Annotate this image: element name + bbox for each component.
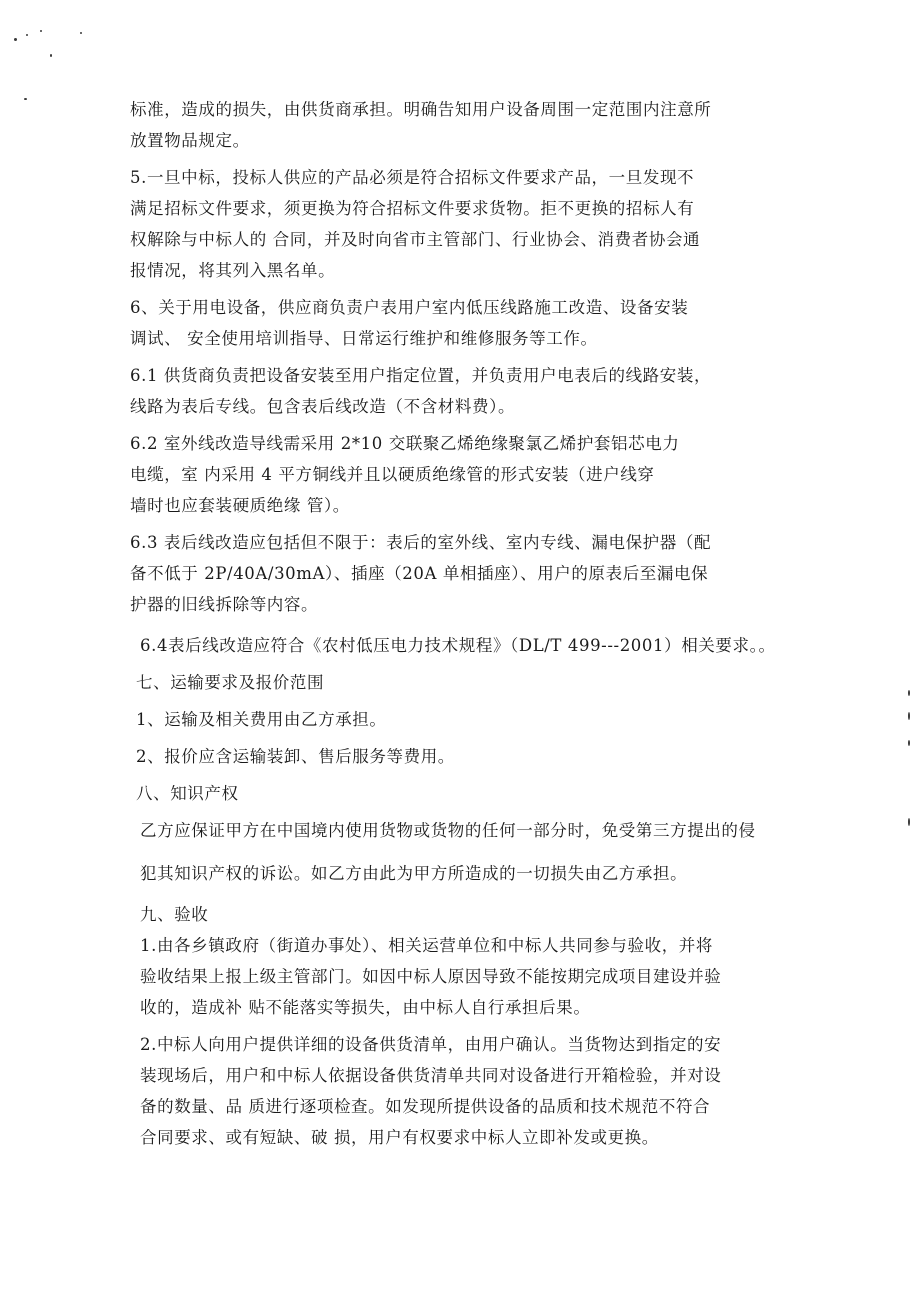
text-line: 乙方应保证甲方在中国境内使用货物或货物的任何一部分时，免受第三方提出的侵 (140, 821, 756, 840)
paragraph-item-7-1 (130, 708, 780, 739)
paragraph-item-6-4 (130, 634, 780, 665)
text-line: 犯其知识产权的诉讼。如乙方由此为甲方所造成的一切损失由乙方承担。 (140, 864, 688, 883)
text-line: 线路为表后专线。包含表后线改造（不含材料费）。 (130, 397, 516, 416)
paragraph-continuation (130, 98, 780, 160)
text-line: 6.2 室外线改造导线需采用 2*10 交联聚乙烯绝缘聚氯乙烯护套铝芯电力 (130, 434, 680, 453)
paragraph-item-6 (130, 296, 780, 358)
scan-speck (14, 38, 17, 41)
scan-speck (908, 818, 910, 826)
scan-speck (908, 712, 910, 720)
text-line: 1、运输及相关费用由乙方承担。 (136, 710, 387, 729)
scan-speck (26, 34, 28, 36)
text-line: 5.一旦中标，投标人供应的产品必须是符合招标文件要求产品，一旦发现不 (130, 168, 695, 187)
scan-speck (24, 98, 27, 100)
scan-speck (80, 32, 82, 34)
text-line: 备的数量、品 质进行逐项检查。如发现所提供设备的品质和技术规范不符合 (140, 1097, 711, 1116)
paragraph-item-9-1 (130, 934, 780, 1027)
text-line: 6、关于用电设备，供应商负责户表用户室内低压线路施工改造、设备安装 (130, 298, 689, 317)
text-line: 护器的旧线拆除等内容。 (130, 595, 319, 614)
section-heading: 七、运输要求及报价范围 (136, 673, 325, 692)
text-line: 调试、 安全使用培训指导、日常运行维护和维修服务等工作。 (130, 329, 598, 348)
scan-speck (50, 54, 52, 57)
scan-speck (40, 30, 42, 32)
section-heading: 九、验收 (140, 905, 209, 924)
paragraph-item-9-2 (130, 1033, 780, 1157)
text-line: 2.中标人向用户提供详细的设备供货清单，由用户确认。当货物达到指定的安 (140, 1035, 722, 1054)
section-heading: 八、知识产权 (136, 784, 239, 803)
section-heading-8 (130, 782, 780, 813)
text-line: 6.3 表后线改造应包括但不限于：表后的室外线、室内专线、漏电保护器（配 (130, 533, 712, 552)
text-line: 备不低于 2P/40A/30mA）、插座（20A 单相插座）、用户的原表后至漏电保 (130, 564, 709, 583)
text-line: 2、报价应含运输装卸、售后服务等费用。 (136, 747, 455, 766)
document-body (130, 98, 780, 1157)
paragraph-item-8 (130, 819, 780, 893)
text-line: 6.4表后线改造应符合《农村低压电力技术规程》（DL/T 499---2001）相关要求。。 (140, 636, 776, 655)
text-line: 满足招标文件要求，须更换为符合招标文件要求货物。拒不更换的招标人有 (130, 199, 695, 218)
section-heading-9 (130, 903, 780, 934)
paragraph-item-6-2 (130, 432, 780, 525)
scan-speck (908, 740, 910, 746)
text-line: 墙时也应套装硬质绝缘 管）。 (130, 496, 350, 515)
paragraph-item-7-2 (130, 745, 780, 776)
paragraph-item-6-1 (130, 364, 780, 426)
section-heading-7 (130, 671, 780, 702)
text-line: 收的，造成补 贴不能落实等损失，由中标人自行承担后果。 (140, 998, 591, 1017)
text-line: 电缆，室 内采用 4 平方铜线并且以硬质绝缘管的形式安装（进户线穿 (130, 465, 655, 484)
text-line: 验收结果上报上级主管部门。如因中标人原因导致不能按期完成项目建设并验 (140, 967, 722, 986)
text-line: 放置物品规定。 (130, 131, 250, 150)
text-line: 6.1 供货商负责把设备安装至用户指定位置，并负责用户电表后的线路安装， (130, 366, 712, 385)
text-line: 合同要求、或有短缺、破 损，用户有权要求中标人立即补发或更换。 (140, 1128, 659, 1147)
text-line: 报情况，将其列入黑名单。 (130, 261, 336, 280)
paragraph-item-5 (130, 166, 780, 290)
text-line: 1.由各乡镇政府（街道办事处）、相关运营单位和中标人共同参与验收，并将 (140, 936, 713, 955)
text-line: 权解除与中标人的 合同，并及时向省市主管部门、行业协会、消费者协会通 (130, 230, 701, 249)
text-line: 标准，造成的损失，由供货商承担。明确告知用户设备周围一定范围内注意所 (130, 100, 712, 119)
paragraph-item-6-3 (130, 531, 780, 624)
scan-speck (908, 690, 910, 696)
text-line: 装现场后，用户和中标人依据设备供货清单共同对设备进行开箱检验，并对设 (140, 1066, 722, 1085)
